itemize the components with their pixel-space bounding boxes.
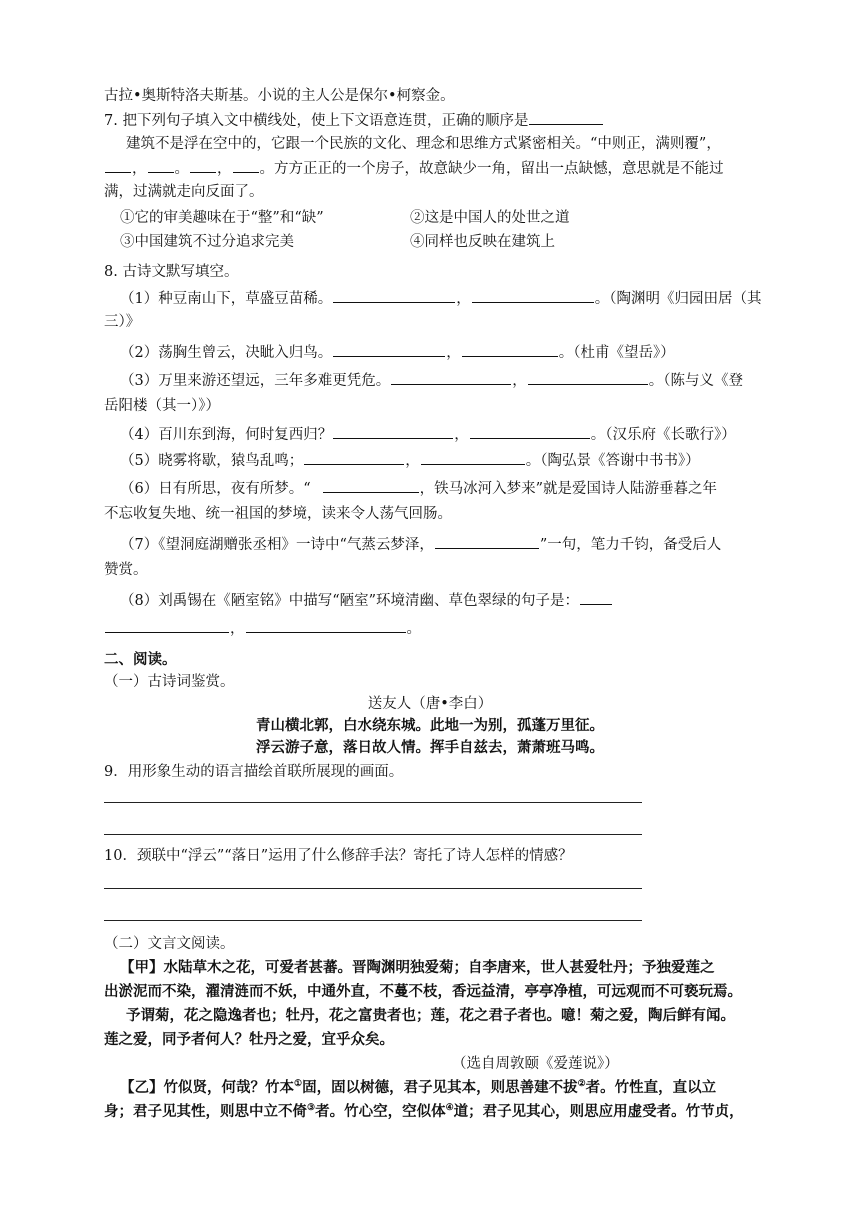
passage-jia-source: （选自周敦颐《爱莲说》）: [452, 1056, 619, 1072]
answer-blank[interactable]: [246, 618, 406, 633]
answer-blank[interactable]: [472, 288, 594, 303]
option-4: ④同样也反映在建筑上: [410, 234, 555, 250]
answer-line[interactable]: [104, 834, 642, 835]
section-2-heading: 二、阅读。: [104, 651, 177, 668]
q7-passage-line1: 建筑不是浮在空中的，它跟一个民族的文化、理念和思维方式紧密相关。“中则正，满则覆”，: [126, 136, 721, 152]
answer-blank[interactable]: [323, 478, 419, 493]
answer-blank[interactable]: [105, 618, 229, 633]
subsection-classical: （二）文言文阅读。: [104, 936, 235, 952]
q8-item-5: （5）晓雾将歇，猿鸟乱鸣； ， 。（陶弘景《答谢中书书》）: [120, 450, 700, 471]
footnote-marker: ①: [294, 1079, 303, 1090]
passage-yi-line2: 身；君子见其性，则思中立不倚③者。竹心空，空似体④道；君子见其心，则思应用虚受者。竹节贞，: [104, 1103, 744, 1120]
answer-blank[interactable]: [421, 450, 525, 465]
q8-item-6-cont: 不忘收复失地、统一祖国的梦境，读来令人荡气回肠。: [104, 506, 452, 522]
answer-line[interactable]: [104, 802, 642, 803]
footnote-marker: ③: [307, 1103, 316, 1114]
footnote-marker: ②: [577, 1079, 586, 1090]
q8-item-1: （1）种豆南山下，草盛豆苗稀。 ， 。（陶渊明《归园田居（其: [120, 288, 761, 309]
q9-stem: 9．用形象生动的语言描绘首联所展现的画面。: [104, 764, 404, 780]
answer-blank[interactable]: [148, 158, 174, 173]
passage-yi-line1: 【乙】竹似贤，何哉？竹本①固，固以树德，君子见其本，则思善建不拔②者。竹性直，直以立: [120, 1079, 717, 1096]
answer-blank[interactable]: [391, 370, 511, 385]
q10-stem: 10．颈联中“浮云”“落日”运用了什么修辞手法？寄托了诗人怎样的情感？: [104, 848, 573, 864]
passage-jia-line1: 【甲】水陆草木之花，可爱者甚蕃。晋陶渊明独爱菊；自李唐来，世人甚爱牡丹；予独爱莲之: [120, 959, 715, 976]
q8-item-7-cont: 赞赏。: [104, 562, 148, 578]
q8-item-1-cont: 三）》: [104, 314, 141, 330]
answer-line[interactable]: [104, 920, 642, 921]
answer-blank[interactable]: [462, 342, 558, 357]
poem-line-1: 青山横北郭，白水绕东城。此地一为别，孤蓬万里征。: [256, 717, 604, 734]
option-2: ②这是中国人的处世之道: [410, 210, 570, 226]
q8-item-6: （6）日有所思，夜有所梦。“ ，铁马冰河入梦来”就是爱国诗人陆游垂暮之年: [120, 478, 717, 499]
answer-blank[interactable]: [580, 590, 612, 605]
answer-blank[interactable]: [528, 370, 648, 385]
answer-blank[interactable]: [529, 110, 603, 125]
intro-line: 古拉•奥斯特洛夫斯基。小说的主人公是保尔•柯察金。: [104, 88, 455, 104]
answer-line[interactable]: [104, 888, 642, 889]
q7-passage-line2: ， 。 ， 。方方正正的一个房子，故意缺少一角，留出一点缺憾，意思就是不能过: [104, 158, 724, 179]
passage-jia-line4: 莲之爱，同予者何人？牡丹之爱，宜乎众矣。: [104, 1031, 394, 1048]
q8-item-8-cont: ， 。: [104, 618, 421, 639]
q7-passage-line3: 满，过满就走向反面了。: [104, 184, 264, 200]
q8-item-2: （2）荡胸生曾云，决眦入归鸟。 ， 。（杜甫《望岳》）: [120, 342, 675, 363]
option-3: ③中国建筑不过分追求完美: [120, 234, 294, 250]
answer-blank[interactable]: [435, 534, 539, 549]
answer-blank[interactable]: [470, 424, 590, 439]
subsection-poetry: （一）古诗词鉴赏。: [104, 674, 235, 690]
answer-blank[interactable]: [333, 342, 445, 357]
q8-item-3-cont: 岳阳楼（其一）》）: [104, 398, 220, 414]
q7-options-row2: [120, 232, 555, 252]
answer-blank[interactable]: [333, 424, 453, 439]
passage-jia-line3: 予谓菊，花之隐逸者也；牡丹，花之富贵者也；莲，花之君子者也。噫！菊之爱，陶后鲜有闻。: [126, 1007, 735, 1024]
q8-item-4: （4）百川东到海，何时复西归？ ， 。（汉乐府《长歌行》）: [120, 424, 736, 445]
answer-blank[interactable]: [333, 288, 455, 303]
passage-jia-line2: 出淤泥而不染，濯清涟而不妖，中通外直，不蔓不枝，香远益清，亭亭净植，可远观而不可亵玩焉。: [104, 983, 742, 1000]
answer-blank[interactable]: [233, 158, 259, 173]
answer-blank[interactable]: [304, 450, 404, 465]
poem-title: 送友人（唐•李白）: [367, 696, 493, 712]
q8-item-8: （8）刘禹锡在《陋室铭》中描写“陋室”环境清幽、草色翠绿的句子是：: [120, 590, 613, 611]
answer-blank[interactable]: [190, 158, 216, 173]
q8-item-7: （7）《望洞庭湖赠张丞相》一诗中“气蒸云梦泽， ”一句，笔力千钧，备受后人: [120, 534, 721, 555]
answer-blank[interactable]: [105, 158, 131, 173]
q8-stem: 8. 古诗文默写填空。: [104, 264, 239, 280]
poem-line-2: 浮云游子意，落日故人情。挥手自兹去，萧萧班马鸣。: [256, 739, 604, 756]
q7-options-row1: [120, 208, 570, 228]
footnote-marker: ④: [445, 1103, 454, 1114]
q8-item-3: （3）万里来游还望远，三年多难更凭危。 ， 。（陈与义《登: [120, 370, 743, 391]
option-1: ①它的审美趣味在于“整”和“缺”: [120, 210, 324, 226]
q7-stem: 7. 把下列句子填入文中横线处，使上下文语意连贯，正确的顺序是: [104, 110, 604, 131]
